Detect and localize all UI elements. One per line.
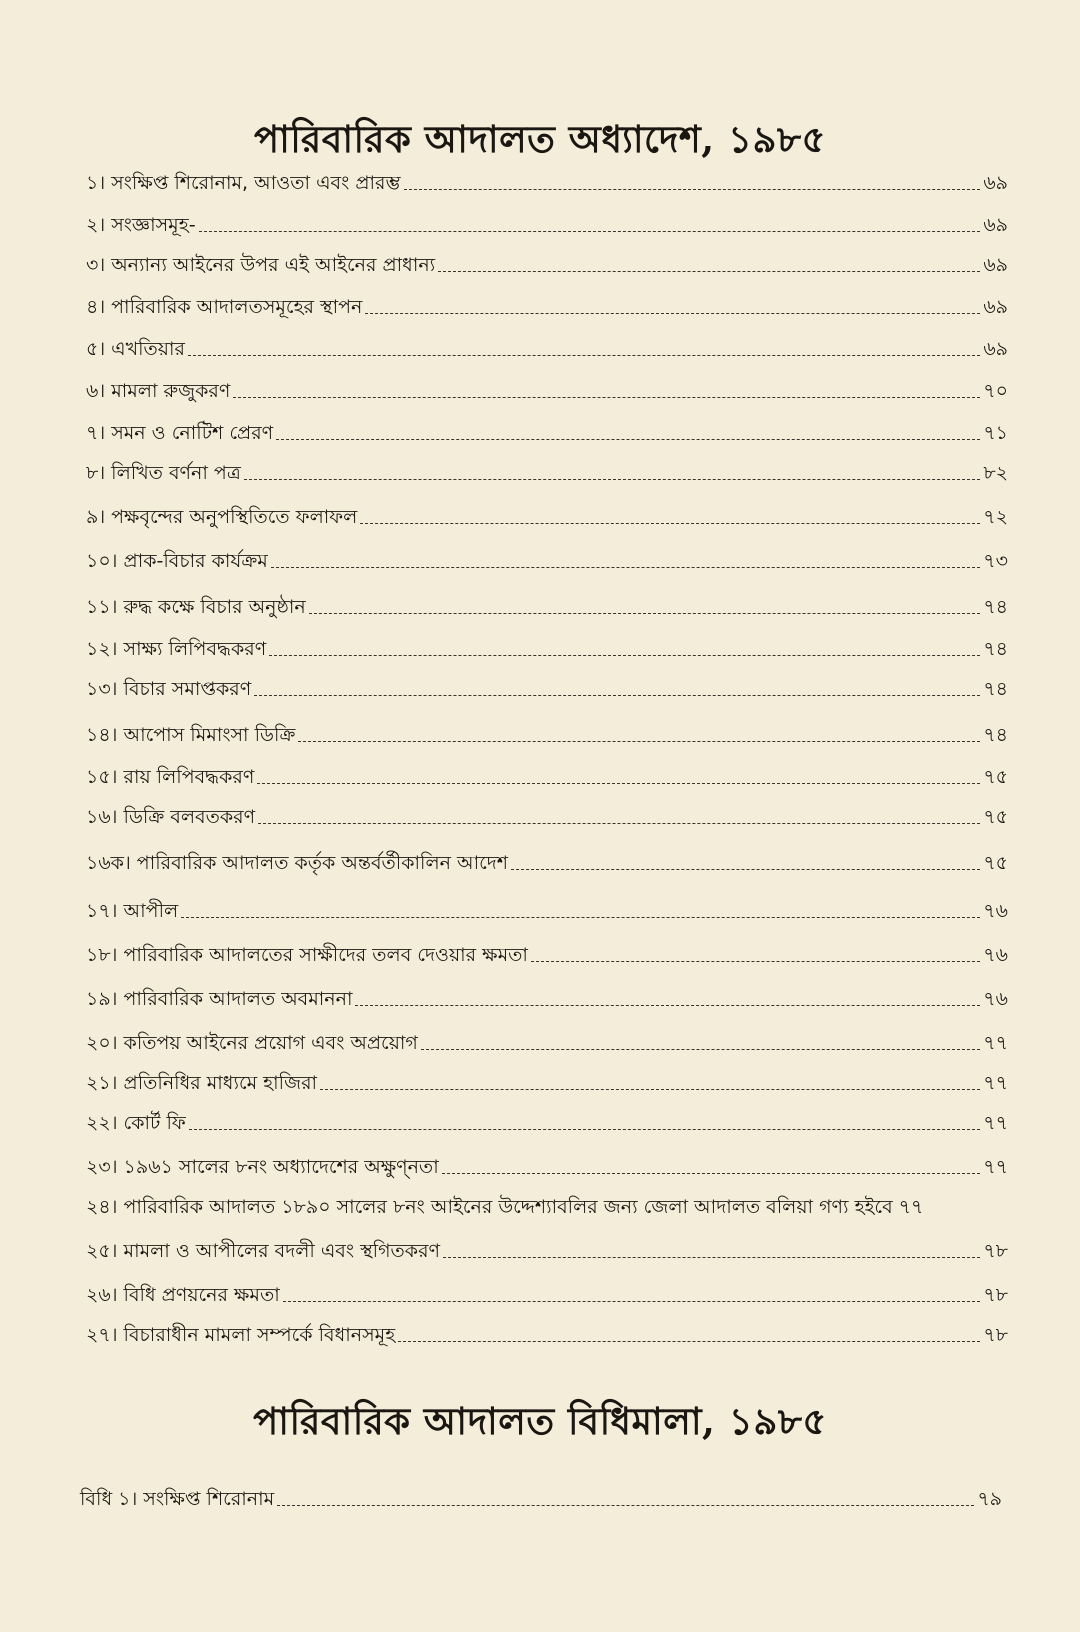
toc-entry-page-number: ৭২ (983, 506, 1008, 528)
toc-entry[interactable] (86, 1106, 1008, 1136)
toc-entry-page-number: ৭৩ (983, 550, 1008, 572)
toc-entry-page-number: ৭৬ (983, 944, 1008, 966)
dotted-leader (320, 1089, 980, 1090)
toc-entry-page-number: ৭১ (983, 422, 1008, 444)
toc-entry[interactable] (86, 1190, 1008, 1220)
toc-entry-page-number: ৬৯ (983, 214, 1008, 236)
dotted-leader (258, 823, 980, 824)
toc-entry-label: ৫। এখতিয়ার (86, 338, 185, 360)
toc-entry[interactable] (80, 1482, 1002, 1512)
toc-entry-label: ১২। সাক্ষ্য লিপিবদ্ধকরণ (86, 638, 267, 660)
dotted-leader (404, 189, 981, 190)
toc-entry-page-number: ৭৬ (983, 900, 1008, 922)
toc-entry-label: ২১। প্রতিনিধির মাধ্যমে হাজিরা (86, 1072, 318, 1094)
section-title-ordinance: পারিবারিক আদালত অধ্যাদেশ, ১৯৮৫ (253, 117, 827, 161)
toc-entry-page-number: ৭৭ (983, 1112, 1008, 1134)
toc-entry-label: ৩। অন্যান্য আইনের উপর এই আইনের প্রাধান্য (86, 254, 436, 276)
toc-entry-page-number: ৬৯ (983, 338, 1008, 360)
toc-entry[interactable] (86, 290, 1008, 320)
toc-entry-label: ৯। পক্ষবৃন্দের অনুপস্থিতিতে ফলাফল (86, 506, 358, 528)
toc-entry-page-number: ৮২ (983, 462, 1008, 484)
dotted-leader (442, 1173, 981, 1174)
toc-entry-label: ১০। প্রাক-বিচার কার্যক্রম (86, 550, 268, 572)
toc-entry-label: ২০। কতিপয় আইনের প্রয়োগ এবং অপ্রয়োগ (86, 1032, 418, 1054)
dotted-leader (257, 783, 980, 784)
toc-entry[interactable] (86, 332, 1008, 362)
dotted-leader (511, 869, 980, 870)
dotted-leader (283, 1301, 981, 1302)
toc-entry-page-number: ৬৯ (983, 296, 1008, 318)
dotted-leader (233, 397, 980, 398)
toc-entry[interactable] (86, 500, 1008, 530)
dotted-leader (189, 1129, 981, 1130)
toc-entry-label: বিধি ১। সংক্ষিপ্ত শিরোনাম (80, 1488, 275, 1510)
toc-entry-page-number: ৬৯ (983, 254, 1008, 276)
toc-entry-page-number: ৭৮ (983, 1240, 1008, 1262)
toc-entry-page-number: ৭৪ (983, 638, 1008, 660)
toc-entry[interactable] (86, 1318, 1008, 1348)
toc-entry-label: ৭। সমন ও নোটিশ প্রেরণ (86, 422, 274, 444)
toc-entry[interactable] (86, 938, 1008, 968)
toc-entry-label: ২৪। পারিবারিক আদালত ১৮৯০ সালের ৮নং আইনের উদ্দেশ্যাবলির জন্য জেলা আদালত বলিয়া গণ্য হইবে (86, 1196, 893, 1218)
toc-entry-label: ২৩। ১৯৬১ সালের ৮নং অধ্যাদেশের অক্ষুণ্নতা (86, 1156, 439, 1178)
dotted-leader (298, 741, 980, 742)
toc-entry-label: ২২। কোর্ট ফি (86, 1112, 186, 1134)
toc-entry-label: ১৫। রায় লিপিবদ্ধকরণ (86, 766, 255, 788)
toc-entry[interactable] (86, 1026, 1008, 1056)
toc-entry-label: ২। সংজ্ঞাসমূহ- (86, 214, 196, 236)
toc-entry-label: ৪। পারিবারিক আদালতসমূহের স্থাপন (86, 296, 363, 318)
toc-entry-page-number: ৭৪ (983, 678, 1008, 700)
toc-entry[interactable] (86, 590, 1008, 620)
toc-entry-page-number: ৭০ (983, 380, 1008, 402)
dotted-leader (443, 1257, 980, 1258)
dotted-leader (244, 479, 981, 480)
dotted-leader (421, 1049, 980, 1050)
dotted-leader (438, 271, 980, 272)
toc-entry[interactable] (86, 718, 1008, 748)
toc-entry-label: ৬। মামলা রুজুকরণ (86, 380, 231, 402)
dotted-leader (254, 695, 980, 696)
toc-entry-label: ১। সংক্ষিপ্ত শিরোনাম, আওতা এবং প্রারম্ভ (86, 172, 401, 194)
toc-entry-page-number: ৭৭ (983, 1032, 1008, 1054)
dotted-leader (355, 1005, 980, 1006)
toc-entry-label: ১৯। পারিবারিক আদালত অবমাননা (86, 988, 353, 1010)
toc-entry[interactable] (86, 374, 1008, 404)
toc-entry[interactable] (86, 248, 1008, 278)
toc-entry[interactable] (86, 632, 1008, 662)
toc-entry-page-number: ৭৫ (983, 806, 1008, 828)
toc-entry-label: ১৬। ডিক্রি বলবতকরণ (86, 806, 256, 828)
toc-entry-page-number: ৬৯ (983, 172, 1008, 194)
toc-entry[interactable] (86, 760, 1008, 790)
toc-entry-page-number: ৭৮ (983, 1284, 1008, 1306)
toc-entry[interactable] (86, 1066, 1008, 1096)
toc-entry-page-number: ৭৭ (983, 1072, 1008, 1094)
toc-entry-label: ১৮। পারিবারিক আদালতের সাক্ষীদের তলব দেওয়ার ক্ষমতা (86, 944, 528, 966)
toc-entry-page-number: ৭৭ (898, 1196, 924, 1218)
toc-entry[interactable] (86, 1234, 1008, 1264)
toc-entry[interactable] (86, 672, 1008, 702)
toc-entry-label: ২৭। বিচারাধীন মামলা সম্পর্কে বিধানসমূহ (86, 1324, 396, 1346)
toc-entry[interactable] (86, 846, 1008, 876)
toc-entry[interactable] (86, 456, 1008, 486)
dotted-leader (365, 313, 980, 314)
toc-entry-label: ১৪। আপোস মিমাংসা ডিক্রি (86, 724, 296, 746)
dotted-leader (271, 567, 980, 568)
dotted-leader (181, 917, 980, 918)
dotted-leader (398, 1341, 980, 1342)
toc-entry-label: ১৭। আপীল (86, 900, 179, 922)
toc-entry-page-number: ৭৮ (983, 1324, 1008, 1346)
toc-entry[interactable] (86, 894, 1008, 924)
toc-entry-label: ২৬। বিধি প্রণয়নের ক্ষমতা (86, 1284, 280, 1306)
toc-entry-label: ১১। রুদ্ধ কক্ষে বিচার অনুষ্ঠান (86, 596, 306, 618)
toc-entry-page-number: ৭৪ (983, 724, 1008, 746)
toc-entry-label: ১৬ক। পারিবারিক আদালত কর্তৃক অন্তর্বর্তীকালিন আদেশ (86, 852, 509, 874)
section-title-rules: পারিবারিক আদালত বিধিমালা, ১৯৮৫ (253, 1399, 827, 1443)
toc-entry[interactable] (86, 1150, 1008, 1180)
toc-entry[interactable] (86, 166, 1008, 196)
toc-entry-label: ২৫। মামলা ও আপীলের বদলী এবং স্থগিতকরণ (86, 1240, 441, 1262)
toc-entry-page-number: ৭৫ (983, 766, 1008, 788)
toc-entry-page-number: ৭৯ (977, 1488, 1002, 1510)
toc-entry-page-number: ৭৫ (983, 852, 1008, 874)
toc-entry[interactable] (86, 416, 1008, 446)
toc-entry[interactable] (86, 544, 1008, 574)
dotted-leader (276, 439, 980, 440)
dotted-leader (199, 231, 981, 232)
dotted-leader (531, 961, 980, 962)
toc-entry[interactable] (86, 1278, 1008, 1308)
toc-entry[interactable] (86, 982, 1008, 1012)
dotted-leader (188, 355, 980, 356)
toc-entry-label: ১৩। বিচার সমাপ্তকরণ (86, 678, 252, 700)
toc-entry-page-number: ৭৪ (983, 596, 1008, 618)
dotted-leader (309, 613, 981, 614)
dotted-leader (277, 1505, 974, 1506)
toc-entry[interactable] (86, 800, 1008, 830)
toc-entry[interactable] (86, 208, 1008, 238)
dotted-leader (269, 655, 980, 656)
toc-entry-page-number: ৭৭ (983, 1156, 1008, 1178)
toc-entry-page-number: ৭৬ (983, 988, 1008, 1010)
dotted-leader (360, 523, 980, 524)
toc-entry-label: ৮। লিখিত বর্ণনা পত্র (86, 462, 241, 484)
